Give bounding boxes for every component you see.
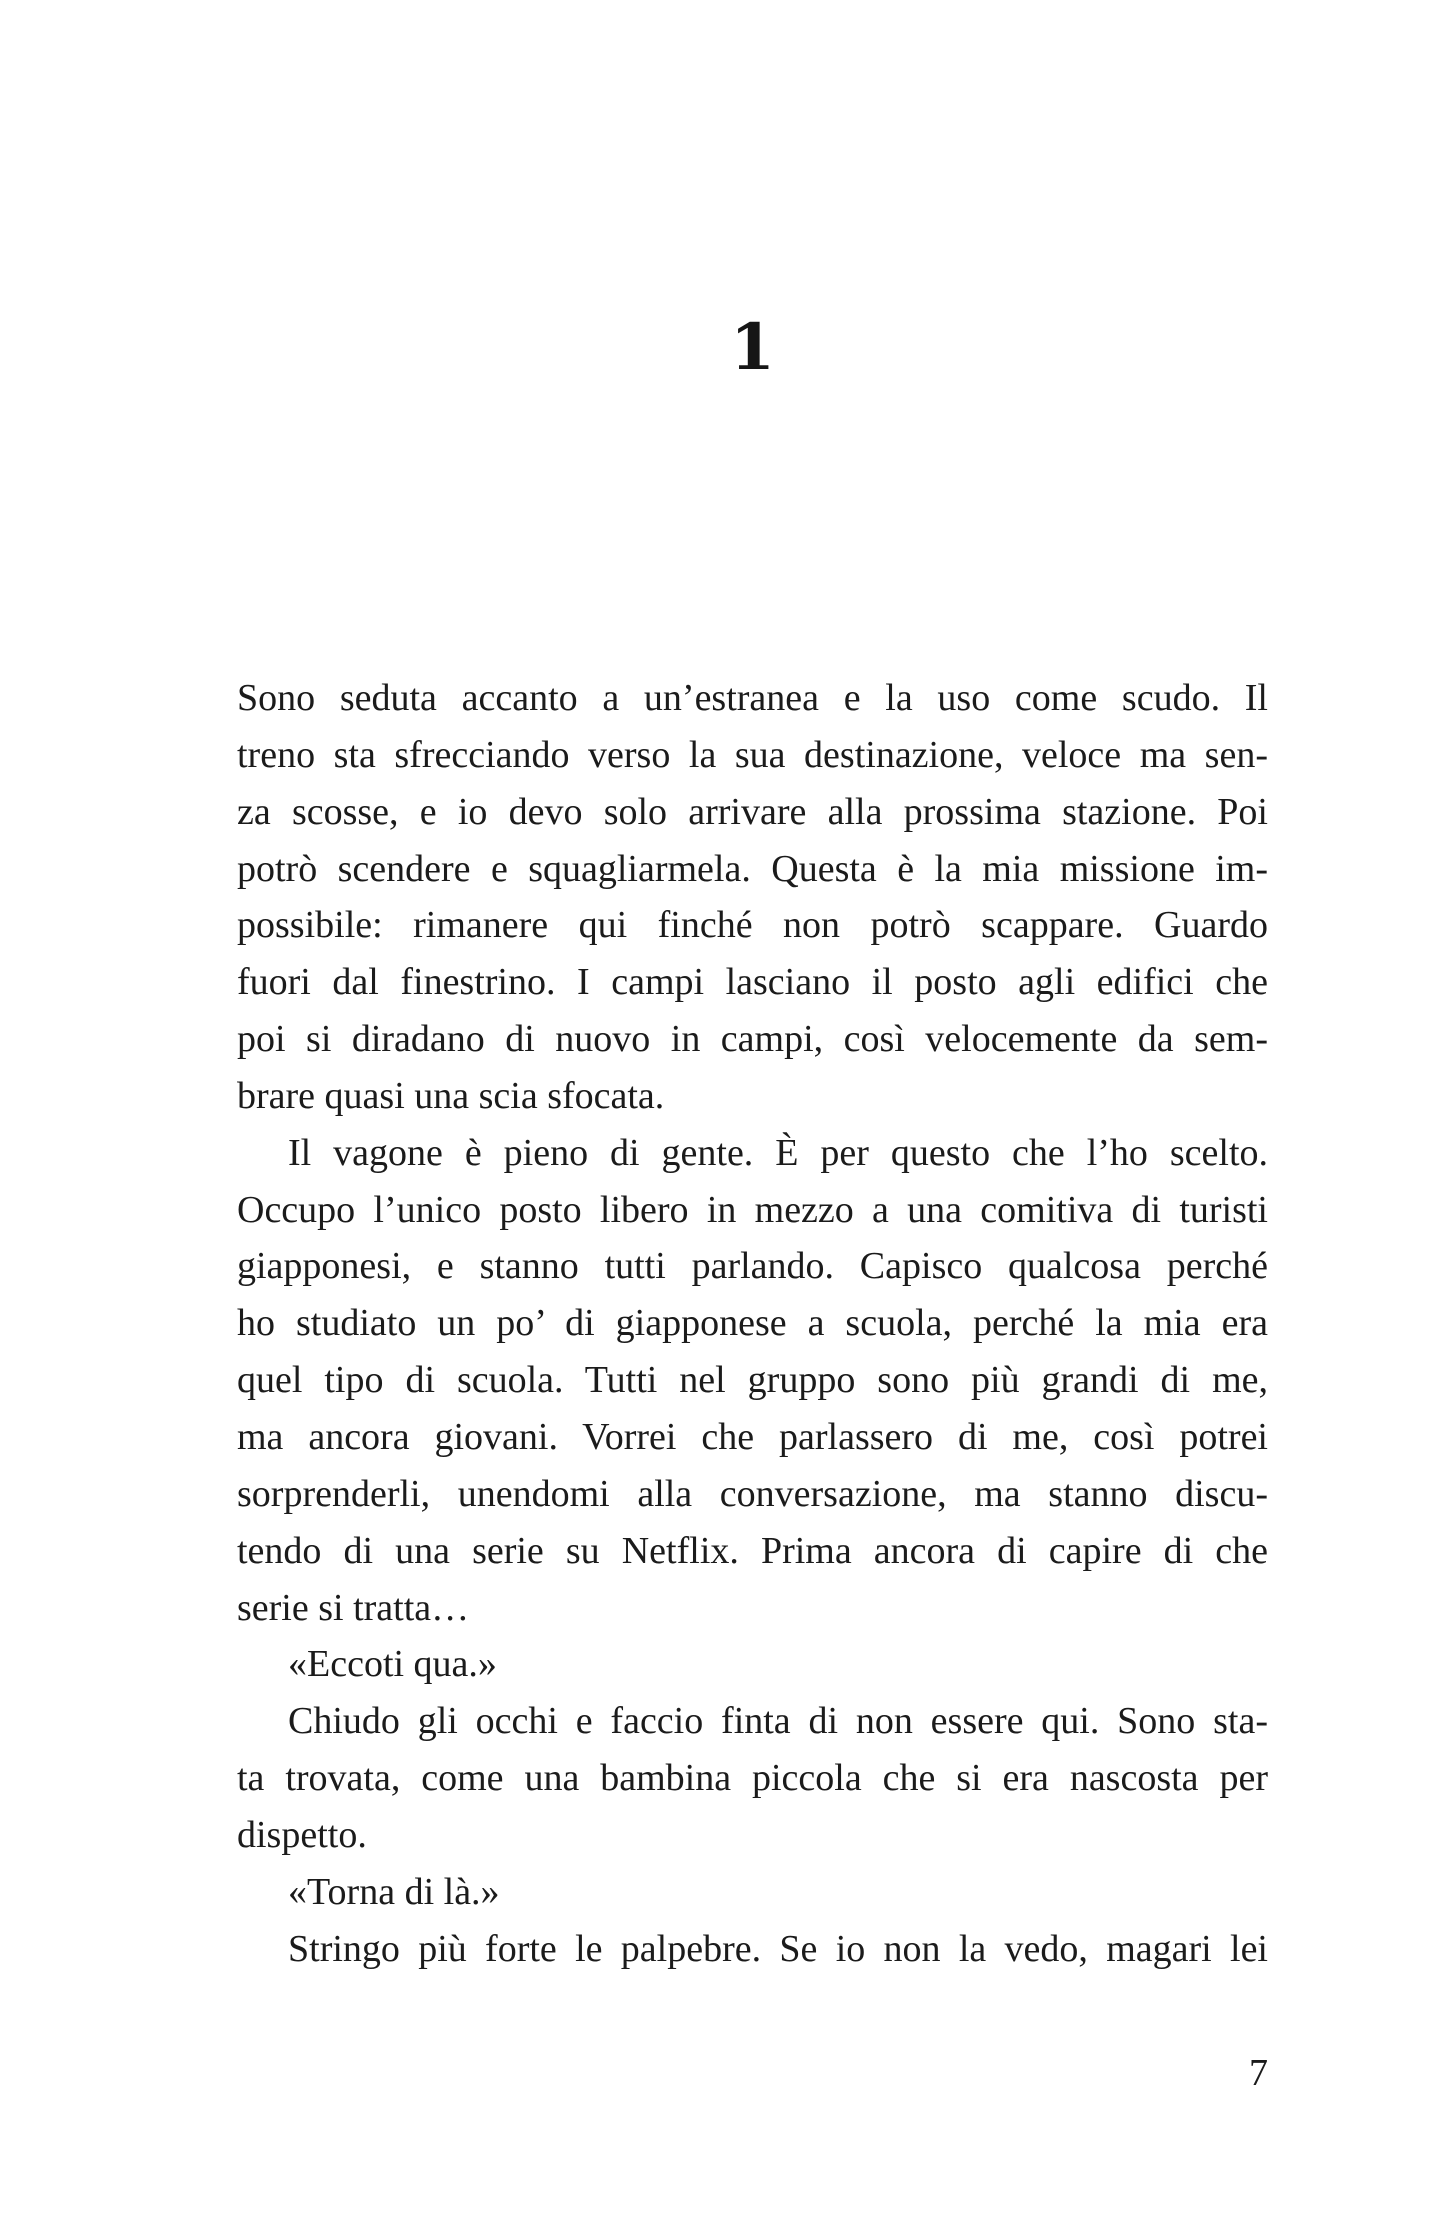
text-line: brare quasi una scia sfocata.: [237, 1074, 665, 1117]
text-line: quel tipo di scuola. Tutti nel gruppo sono più grandi di me,: [237, 1359, 1268, 1402]
text-line: Sono seduta accanto a un’estranea e la uso come scudo. Il: [237, 677, 1268, 719]
text-line: Il vagone è pieno di gente. È per questo che l’ho scelto.: [288, 1131, 1268, 1174]
text-line: dispetto.: [237, 1813, 367, 1856]
text-block: [237, 670, 1268, 1977]
text-line: ta trovata, come una bambina piccola che si era nascosta per: [237, 1757, 1268, 1800]
chapter-number: 1: [730, 310, 775, 385]
text-line: potrò scendere e squagliarmela. Questa è la mia missione im-: [237, 847, 1268, 890]
text-line: za scosse, e io devo solo arrivare alla prossima stazione. Poi: [237, 790, 1268, 833]
text-line: ho studiato un po’ di giapponese a scuola, perché la mia era: [237, 1302, 1268, 1345]
text-line: poi si diradano di nuovo in campi, così velocemente da sem-: [237, 1018, 1268, 1061]
text-line: Occupo l’unico posto libero in mezzo a una comitiva di turisti: [237, 1188, 1268, 1231]
text-line: ma ancora giovani. Vorrei che parlassero di me, così potrei: [237, 1415, 1268, 1458]
text-line: tendo di una serie su Netflix. Prima ancora di capire di che: [237, 1529, 1268, 1572]
text-line: serie si tratta…: [237, 1586, 470, 1629]
text-line: fuori dal finestrino. I campi lasciano il posto agli edifici che: [237, 961, 1268, 1004]
page-number: 7: [1249, 2052, 1268, 2094]
text-line: «Eccoti qua.»: [288, 1643, 497, 1686]
text-line: Chiudo gli occhi e faccio finta di non essere qui. Sono sta-: [288, 1700, 1268, 1743]
text-line: giapponesi, e stanno tutti parlando. Capisco qualcosa perché: [237, 1245, 1268, 1288]
text-line: possibile: rimanere qui finché non potrò scappare. Guardo: [237, 904, 1268, 947]
text-line: Stringo più forte le palpebre. Se io non la vedo, magari lei: [288, 1927, 1268, 1970]
text-line: «Torna di là.»: [288, 1870, 500, 1913]
text-line: sorprenderli, unendomi alla conversazione, ma stanno discu-: [237, 1472, 1268, 1515]
text-line: treno sta sfrecciando verso la sua destinazione, veloce ma sen-: [237, 733, 1268, 776]
